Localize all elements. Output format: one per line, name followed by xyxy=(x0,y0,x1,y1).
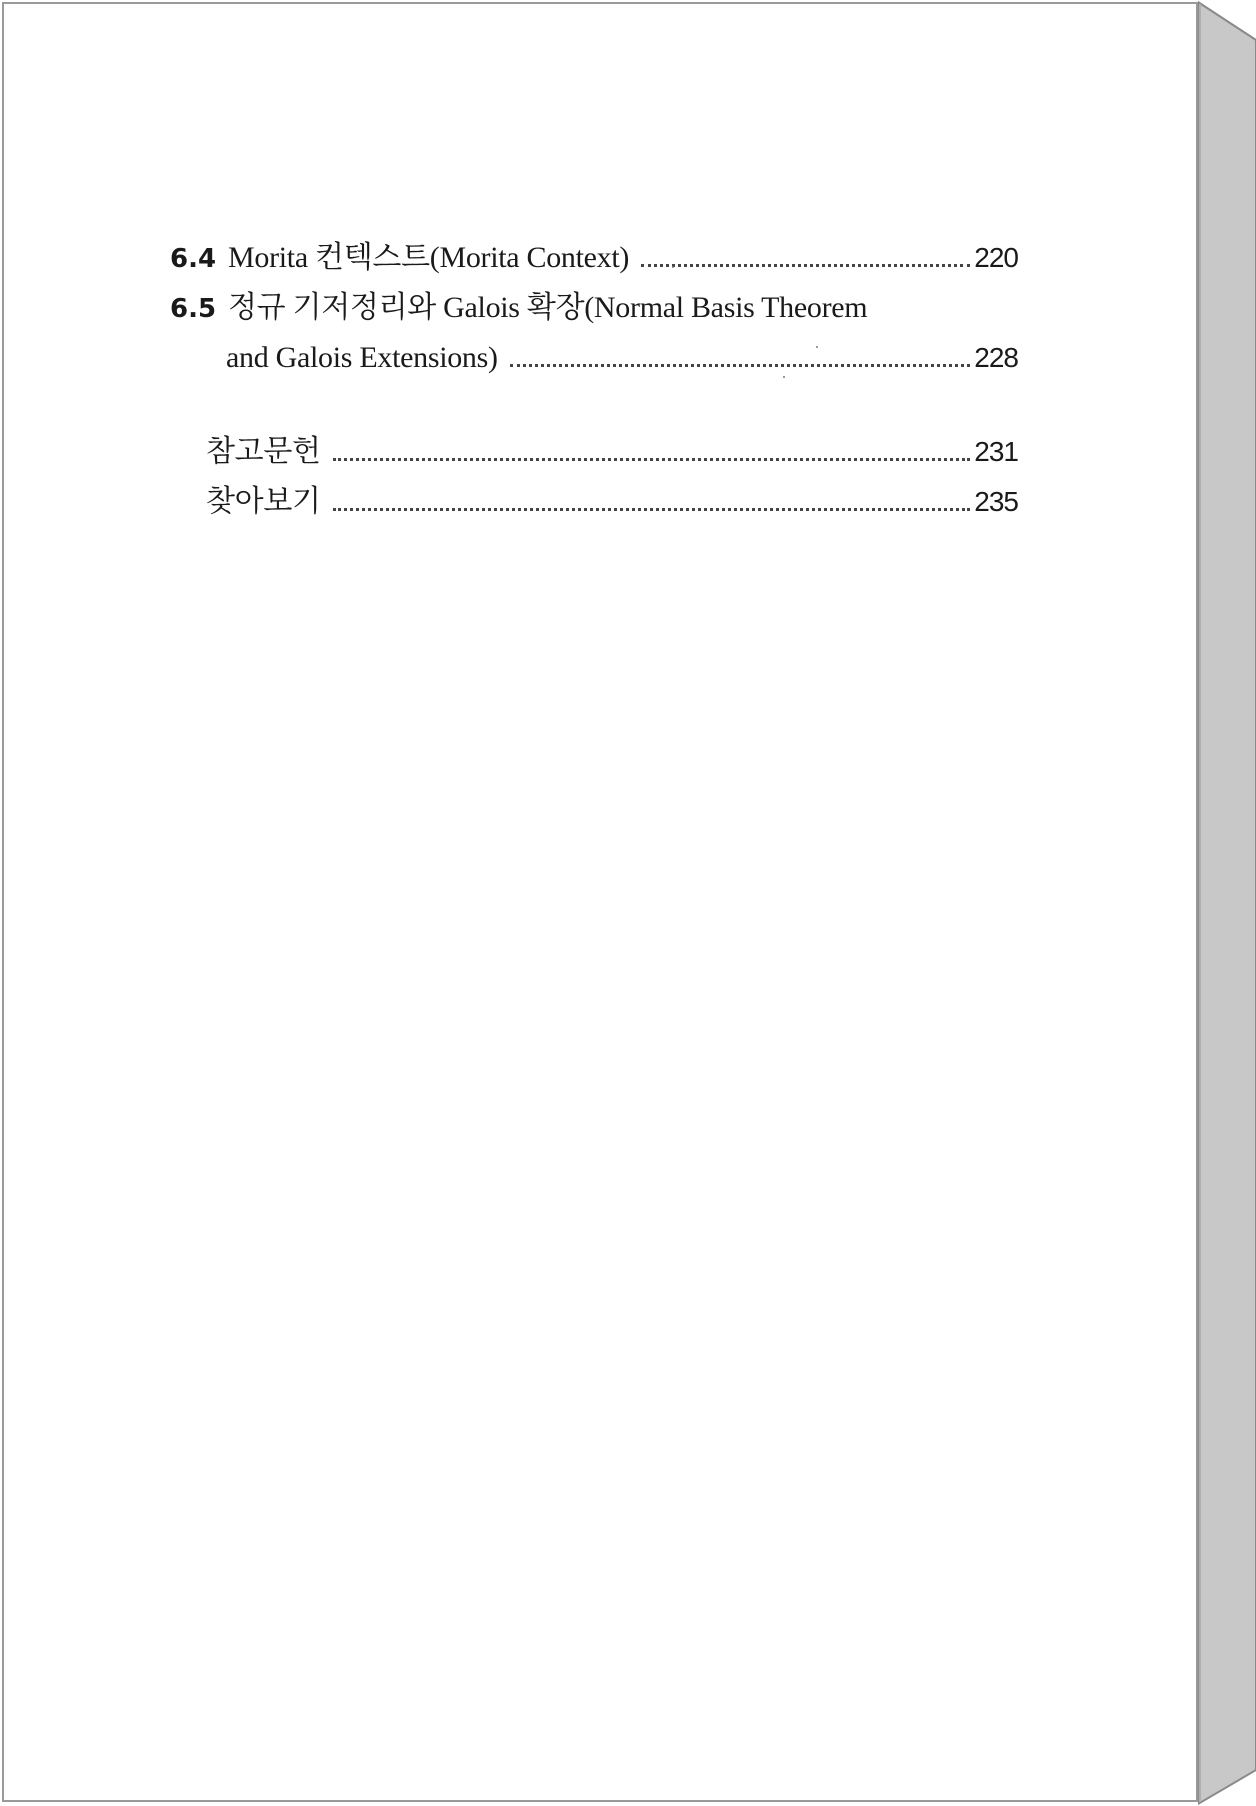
scan-speck xyxy=(816,346,818,348)
toc-entry-6-5-continuation xyxy=(226,338,1018,378)
scan-speck xyxy=(783,376,785,378)
page-number: 231 xyxy=(974,436,1018,467)
dot-leader xyxy=(333,457,971,461)
section-title: Morita 컨텍스트(Morita Context) xyxy=(228,241,630,274)
toc-entry-6-4 xyxy=(170,238,1018,279)
dot-leader xyxy=(641,263,970,267)
page-number: 228 xyxy=(974,342,1018,373)
section-title-continuation: and Galois Extensions) xyxy=(226,341,498,374)
back-matter-title: 참고문헌 xyxy=(206,435,321,468)
toc-entry-references xyxy=(206,432,1018,472)
section-title: 정규 기저정리와 Galois 확장(Normal Basis Theorem xyxy=(228,291,868,324)
back-matter-title: 찾아보기 xyxy=(206,485,321,518)
scan-speck xyxy=(672,266,674,268)
toc-entry-index xyxy=(206,482,1018,522)
dot-leader xyxy=(510,363,971,367)
book-spine-edge xyxy=(1198,0,1256,1806)
page-number: 220 xyxy=(974,242,1018,273)
table-of-contents xyxy=(4,4,1200,1804)
page xyxy=(2,2,1198,1802)
dot-leader xyxy=(333,507,971,511)
page-number: 235 xyxy=(974,486,1018,517)
section-number: 6.4 xyxy=(170,244,217,274)
section-number: 6.5 xyxy=(170,294,217,324)
toc-entry-6-5 xyxy=(170,288,1018,329)
